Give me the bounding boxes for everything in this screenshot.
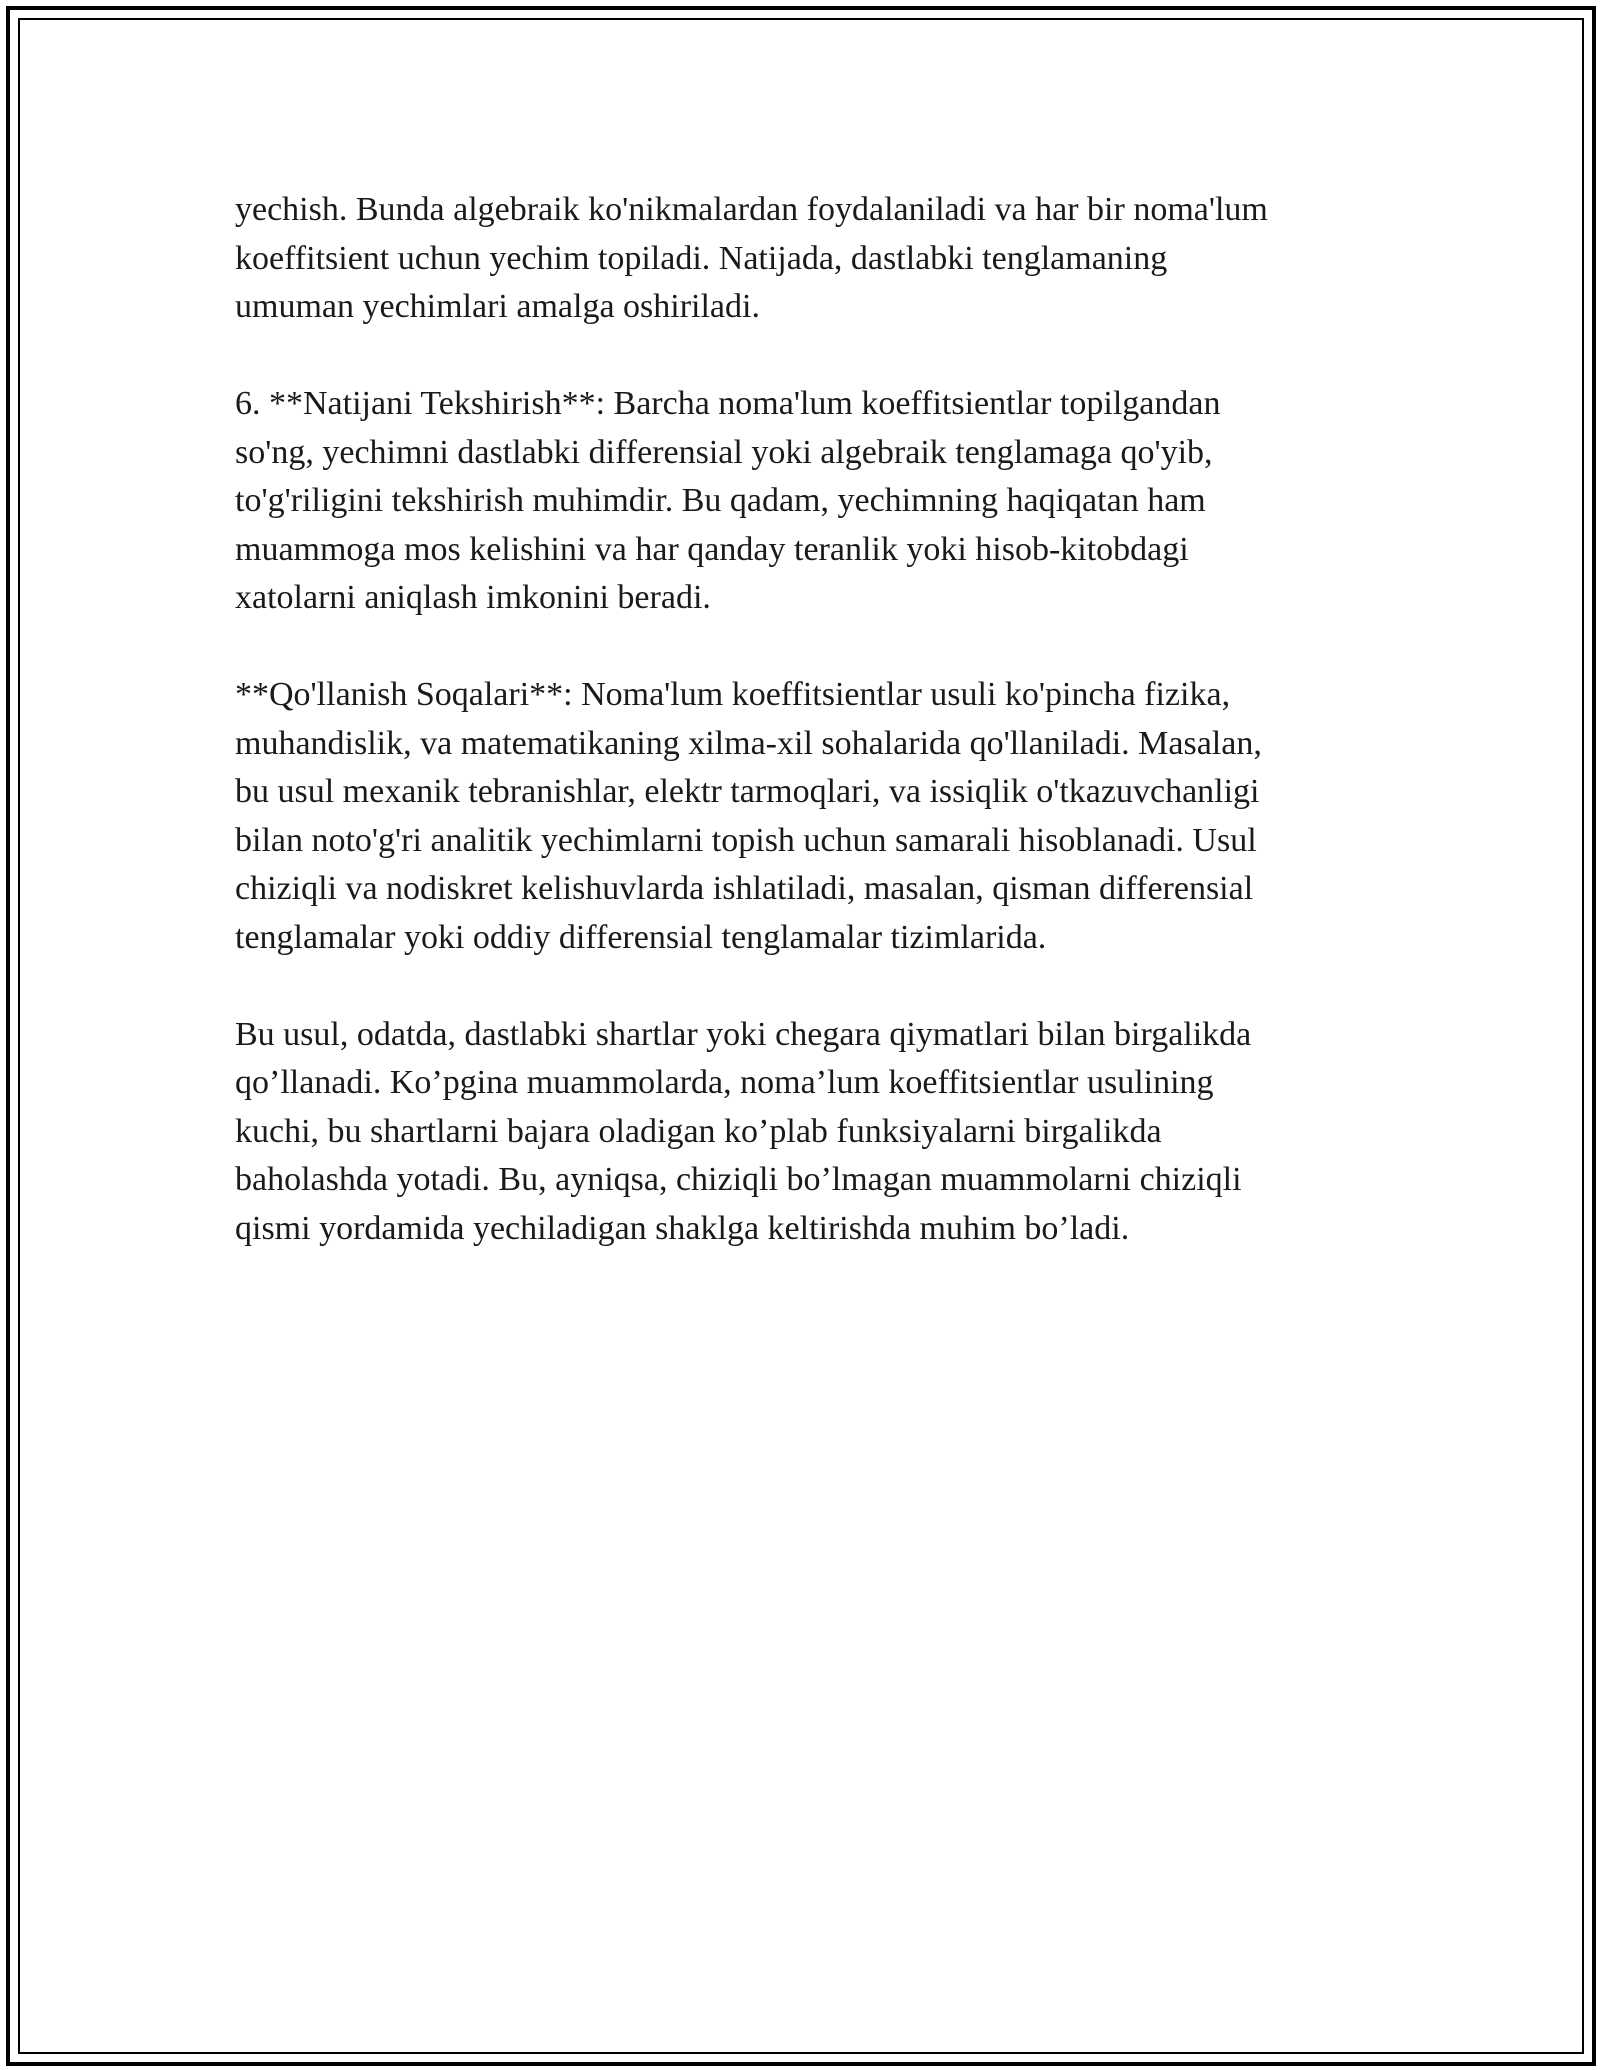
text-line: baholashda yotadi. Bu, ayniqsa, chiziqli bo’lmagan muammolarni chiziqli [235,1161,1242,1198]
text-line: tenglamalar yoki oddiy differensial tenglamalar tizimlarida. [235,918,1047,956]
text-line: umuman yechimlari amalga oshiriladi. [235,288,760,325]
text-line: to'g'riligini tekshirish muhimdir. Bu qadam, yechimning haqiqatan ham [235,482,1206,519]
document-body [235,186,1365,1302]
text-line: qismi yordamida yechiladigan shaklga keltirishda muhim bo’ladi. [235,1209,1130,1247]
text-line: **Qo'llanish Soqalari**: Noma'lum koeffitsientlar usuli ko'pincha fizika, [235,676,1231,713]
text-line: Bu usul, odatda, dastlabki shartlar yoki chegara qiymatlari bilan birgalikda [235,1015,1252,1053]
text-line: muhandislik, va matematikaning xilma-xil sohalarida qo'llaniladi. Masalan, [235,724,1262,762]
text-line: muammoga mos kelishini va har qanday teranlik yoki hisob-kitobdagi [235,530,1189,568]
text-line: bilan noto'g'ri analitik yechimlarni topish uchun samarali hisoblanadi. Usul [235,821,1257,859]
text-line: yechish. Bunda algebraik ko'nikmalardan foydalaniladi va har bir noma'lum [235,191,1268,228]
text-line: bu usul mexanik tebranishlar, elektr tarmoqlari, va issiqlik o'tkazuvchanligi [235,773,1260,810]
paragraph-application-areas [235,671,1365,962]
paragraph-verification-step [235,380,1365,623]
text-line: kuchi, bu shartlarni bajara oladigan ko’plab funksiyalarni birgalikda [235,1112,1162,1150]
text-line: koeffitsient uchun yechim topiladi. Natijada, dastlabki tenglamaning [235,239,1168,277]
text-line: 6. **Natijani Tekshirish**: Barcha noma'lum koeffitsientlar topilgandan [235,385,1221,422]
paragraph-solution-continuation [235,186,1365,332]
text-line: chiziqli va nodiskret kelishuvlarda ishlatiladi, masalan, qisman differensial [235,870,1254,907]
text-line: qo’llanadi. Ko’pgina muammolarda, noma’lum koeffitsientlar usulining [235,1064,1214,1101]
paragraph-boundary-conditions [235,1011,1365,1254]
text-line: so'ng, yechimni dastlabki differensial yoki algebraik tenglamaga qo'yib, [235,433,1213,471]
text-line: xatolarni aniqlash imkonini beradi. [235,579,711,616]
